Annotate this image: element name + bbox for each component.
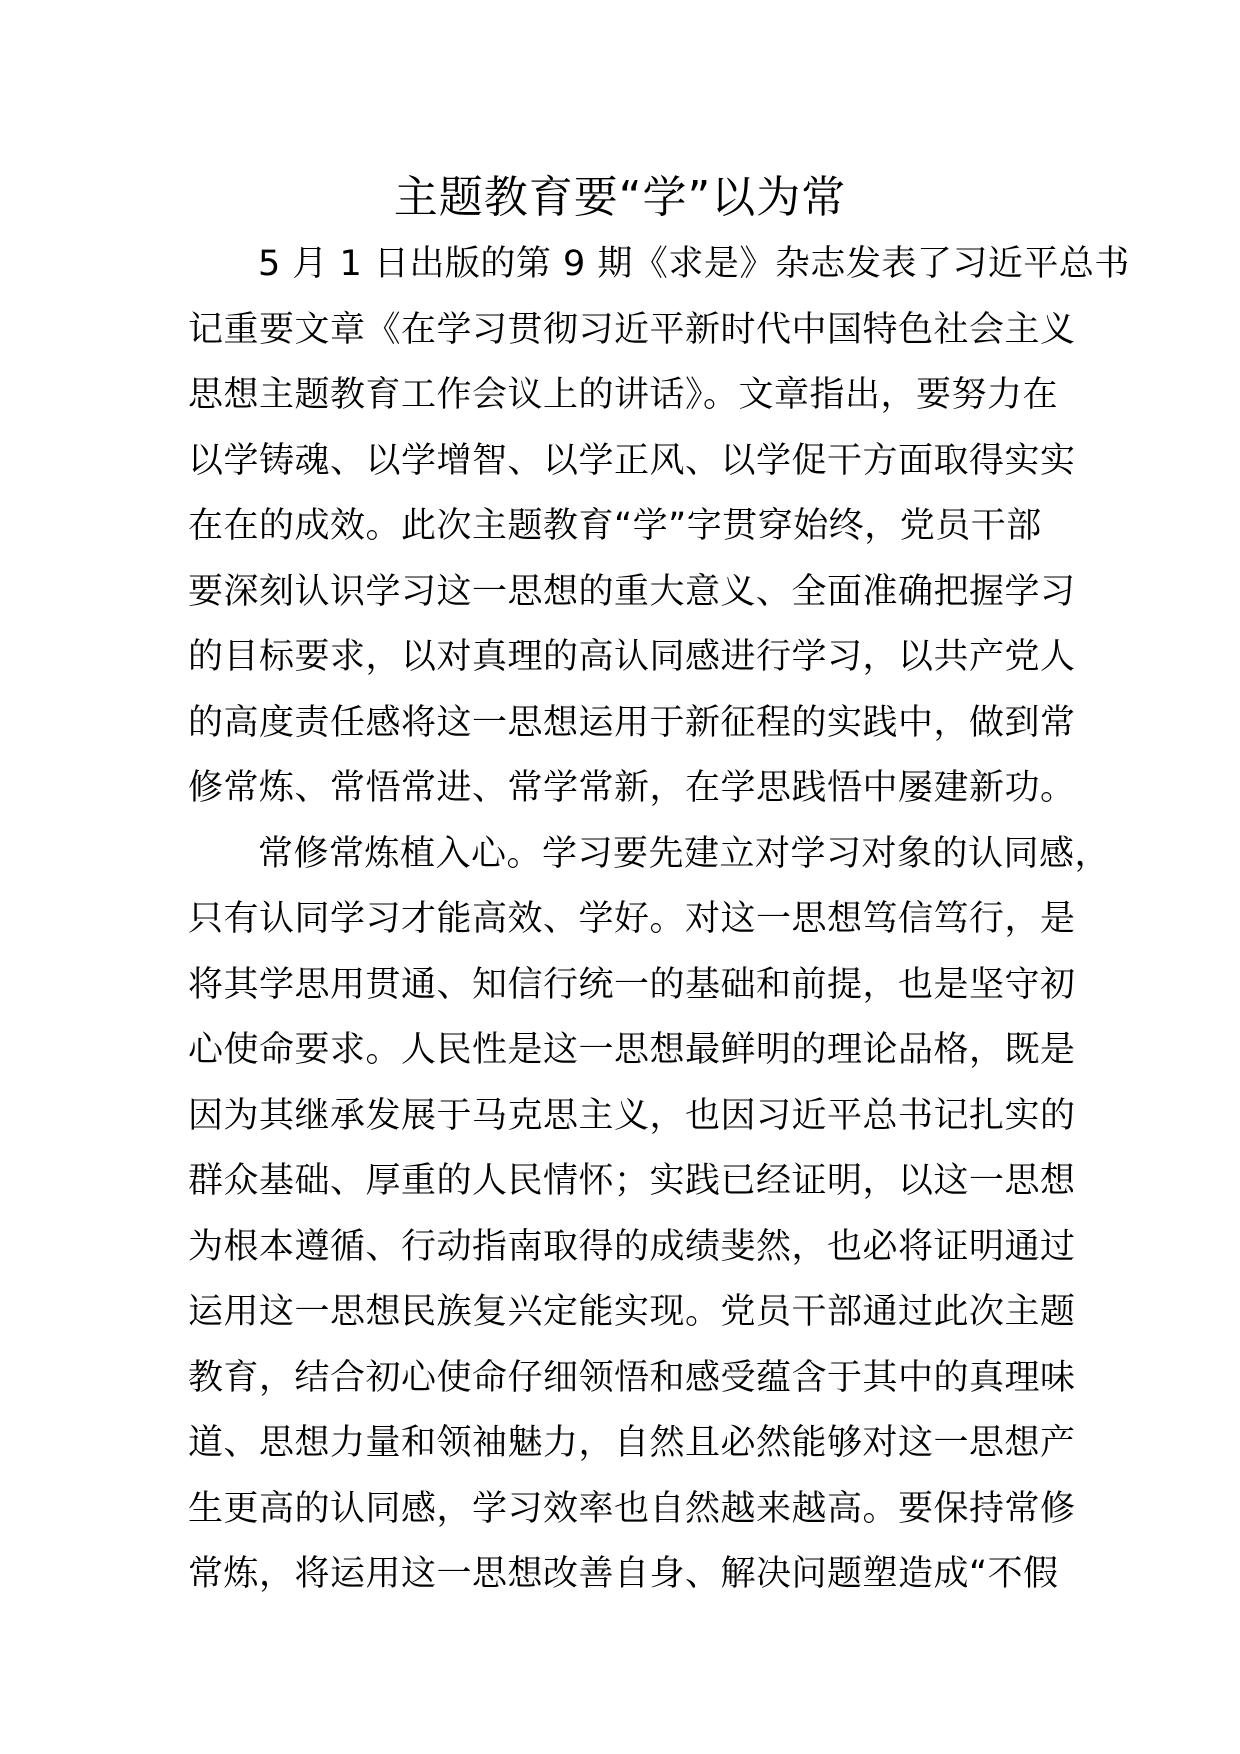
document-body bbox=[188, 232, 1130, 1608]
paragraph-line: 的目标要求，以对真理的高认同感进行学习，以共产党人 bbox=[188, 637, 1076, 677]
paragraph-line: 运用这一思想民族复兴定能实现。党员干部通过此次主题 bbox=[188, 1292, 1076, 1332]
document-title: 主题教育要“学”以为常 bbox=[393, 172, 847, 223]
paragraph-line: 心使命要求。人民性是这一思想最鲜明的理论品格，既是 bbox=[188, 1030, 1076, 1070]
paragraph-line: 因为其继承发展于马克思主义，也因习近平总书记扎实的 bbox=[188, 1095, 1076, 1136]
paragraph-line: 教育，结合初心使命仔细领悟和感受蕴含于其中的真理味 bbox=[188, 1357, 1076, 1398]
paragraph-line: 群众基础、厚重的人民情怀；实践已经证明，以这一思想 bbox=[188, 1161, 1076, 1201]
paragraph-line: 在在的成效。此次主题教育“学”字贯穿始终，党员干部 bbox=[188, 506, 1042, 546]
paragraph-line: 思想主题教育工作会议上的讲话》。文章指出，要努力在 bbox=[188, 375, 1059, 415]
paragraph-line: 将其学思用贯通、知信行统一的基础和前提，也是坚守初 bbox=[188, 964, 1076, 1005]
paragraph-line: 道、思想力量和领袖魅力，自然且必然能够对这一思想产 bbox=[188, 1423, 1076, 1463]
paragraph-line: 生更高的认同感，学习效率也自然越来越高。要保持常修 bbox=[188, 1488, 1076, 1529]
paragraph-line: 常修常炼植入心。学习要先建立对学习对象的认同感， bbox=[258, 833, 1111, 874]
paragraph-line: 常炼，将运用这一思想改善自身、解决问题塑造成“不假 bbox=[188, 1554, 1059, 1594]
paragraph-line: 修常炼、常悟常进、常学常新，在学思践悟中屡建新功。 bbox=[188, 768, 1076, 808]
paragraph-line: 以学铸魂、以学增智、以学正风、以学促干方面取得实实 bbox=[188, 440, 1076, 481]
paragraph-line: 的高度责任感将这一思想运用于新征程的实践中，做到常 bbox=[188, 702, 1076, 743]
paragraph-line: 要深刻认识学习这一思想的重大意义、全面准确把握学习 bbox=[188, 571, 1076, 612]
paragraph-line: 为根本遵循、行动指南取得的成绩斐然，也必将证明通过 bbox=[188, 1226, 1076, 1267]
paragraph-line: 只有认同学习才能高效、学好。对这一思想笃信笃行，是 bbox=[188, 899, 1076, 939]
paragraph-line: 5 月 1 日出版的第 9 期《求是》杂志发表了习近平总书 bbox=[258, 244, 1130, 284]
paragraph-line: 记重要文章《在学习贯彻习近平新时代中国特色社会主义 bbox=[188, 309, 1076, 350]
